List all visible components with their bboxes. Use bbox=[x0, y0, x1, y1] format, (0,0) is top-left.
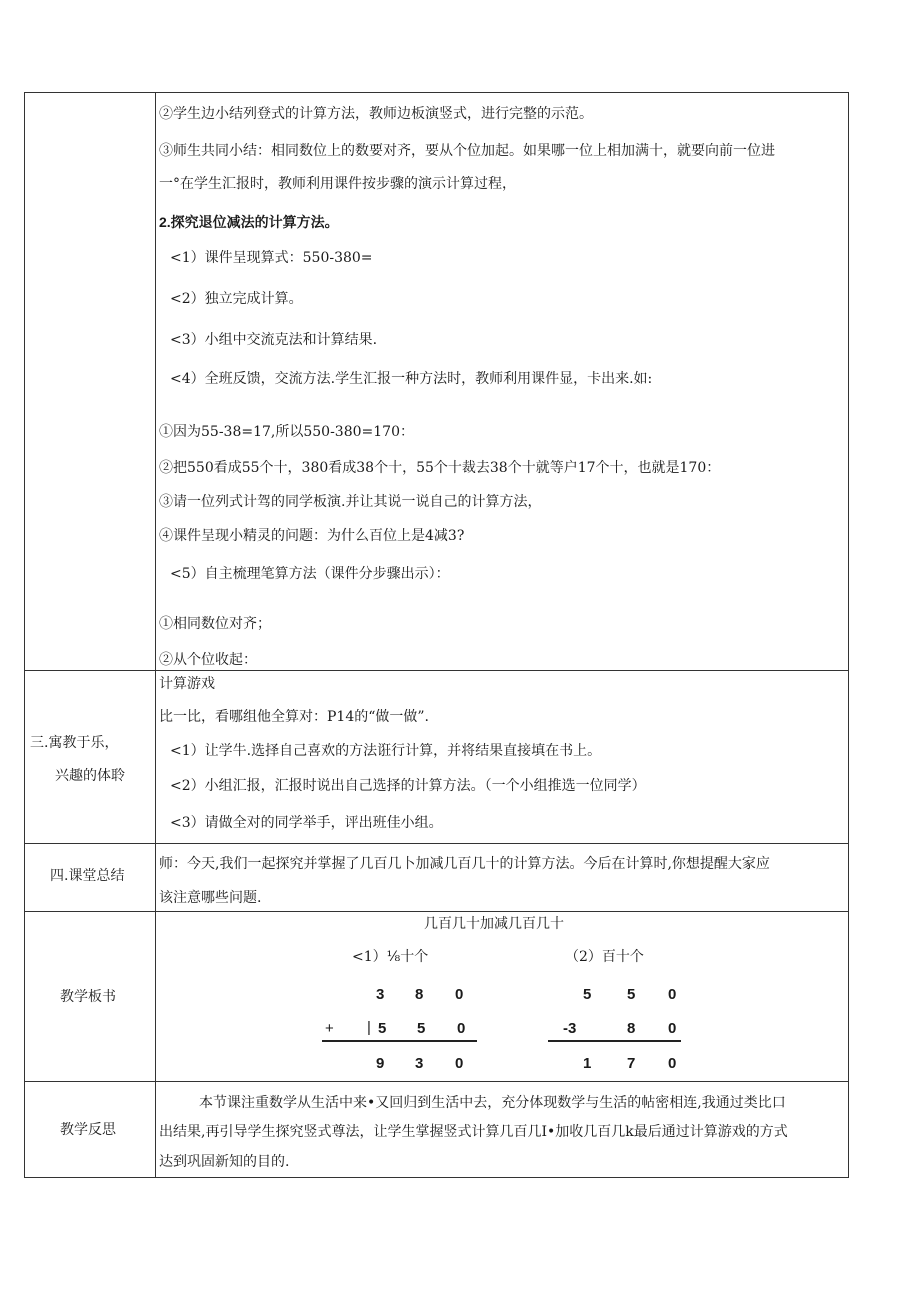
vertical-bar-mark: | bbox=[367, 1019, 371, 1036]
blackboard-title: 几百几十加减几百几十 bbox=[424, 916, 564, 932]
table-right-border bbox=[848, 92, 849, 1178]
digit-ones: 0 bbox=[455, 1055, 464, 1072]
digit-tens: 8 bbox=[627, 1020, 636, 1037]
digit-tens: 7 bbox=[627, 1055, 636, 1072]
difference-line bbox=[548, 1040, 681, 1042]
row-divider-1 bbox=[24, 670, 849, 671]
row-divider-3 bbox=[24, 911, 849, 912]
summary-line: 该注意哪些问题. bbox=[159, 890, 262, 906]
digit-hundreds: 5 bbox=[378, 1020, 387, 1037]
content-line: ④课件呈现小精灵的问题：为什么百位上是4减3? bbox=[159, 528, 465, 544]
section-heading: 2.探究退位减法的计算方法。 bbox=[159, 214, 339, 230]
digit-ones: 0 bbox=[455, 986, 464, 1003]
digit-tens: 5 bbox=[417, 1020, 426, 1037]
row-label-reflection: 教学反思 bbox=[60, 1122, 116, 1138]
reflection-line: 达到巩固新知的目的. bbox=[159, 1154, 290, 1170]
digit-hundreds: 5 bbox=[583, 986, 592, 1003]
content-line: <4）全班反馈，交流方法.学生汇报一种方法时，教师利用课件显，卡出来.如: bbox=[170, 371, 653, 387]
content-line: 计算游戏 bbox=[159, 676, 215, 692]
digit-tens: 3 bbox=[415, 1055, 424, 1072]
row-divider-2 bbox=[24, 843, 849, 844]
content-line: ①因为55-38=17,所以550-380=170： bbox=[159, 424, 414, 440]
digit-hundreds-with-minus: -3 bbox=[563, 1020, 577, 1037]
content-line: ③师生共同小结：相同数位上的数要对齐，要从个位加起。如果哪一位上相加满十，就要向前一位进 bbox=[159, 143, 775, 159]
content-line: <1）课件呈现算式：550-380= bbox=[170, 250, 373, 266]
table-top-border bbox=[24, 92, 849, 93]
row-label-blackboard: 教学板书 bbox=[60, 989, 116, 1005]
reflection-line: 本节课注重数学从生活中来•又回归到生活中去，充分体现数学与生活的帖密相连,我通过类比口 bbox=[199, 1095, 786, 1111]
table-left-border bbox=[24, 92, 25, 1178]
content-line: <5）自主梳理笔算方法（课件分步骤出示）： bbox=[170, 566, 450, 582]
reflection-line: 出结果,再引导学生探究竖式尊法，让学生掌握竖式计算几百几I•加收几百几k最后通过计算游戏的方式 bbox=[159, 1124, 788, 1140]
digit-hundreds: 1 bbox=[583, 1055, 592, 1072]
row-divider-4 bbox=[24, 1081, 849, 1082]
content-line: 一°在学生汇报时，教师利用课件按步骤的演示计算过程， bbox=[159, 176, 516, 192]
sum-line bbox=[322, 1040, 477, 1042]
content-line: ③请一位列式计驾的同学板演.并让其说一说自己的计算方法， bbox=[159, 494, 542, 510]
content-line: <3）小组中交流克法和计算结果. bbox=[170, 332, 378, 348]
content-line: ②从个位收起： bbox=[159, 652, 257, 668]
digit-tens: 5 bbox=[627, 986, 636, 1003]
digit-ones: 0 bbox=[457, 1020, 466, 1037]
content-line: ①相同数位对齐； bbox=[159, 616, 271, 632]
digit-tens: 8 bbox=[415, 986, 424, 1003]
table-column-divider bbox=[155, 92, 156, 1178]
content-line: <2）独立完成计算。 bbox=[170, 291, 303, 307]
table-bottom-border bbox=[24, 1177, 849, 1178]
content-line: <3）请做全对的同学举手，评出班佳小组。 bbox=[170, 815, 443, 831]
digit-ones: 0 bbox=[668, 1020, 677, 1037]
problem-heading: （2）百十个 bbox=[565, 949, 644, 965]
plus-sign: + bbox=[325, 1020, 334, 1037]
content-line: 比一比，看哪组他全算对：P14的“做一做”. bbox=[159, 709, 429, 725]
digit-hundreds: 9 bbox=[376, 1055, 385, 1072]
row-label-summary: 四.课堂总结 bbox=[50, 868, 125, 884]
summary-line: 师：今天,我们一起探究并掌握了几百几卜加减几百几十的计算方法。今后在计算时,你想提醒大家应 bbox=[159, 856, 770, 872]
digit-hundreds: 3 bbox=[376, 986, 385, 1003]
content-line: <2）小组汇报，汇报时说出自己选择的计算方法。（一个小组推选一位同学） bbox=[170, 778, 646, 794]
content-line: <1）让学牛.选择自己喜欢的方法诳行计算，并将结果直接填在书上。 bbox=[170, 743, 602, 759]
row-label-game-line2: 兴趣的体聆 bbox=[55, 768, 125, 784]
digit-ones: 0 bbox=[668, 986, 677, 1003]
problem-heading: <1）⅛十个 bbox=[352, 949, 429, 965]
digit-ones: 0 bbox=[668, 1055, 677, 1072]
content-line: ②把550看成55个十，380看成38个十，55个十裁去38个十就等户17个十，也就是170： bbox=[159, 460, 721, 476]
row-label-game-line1: 三.寓教于乐， bbox=[30, 735, 119, 751]
content-line: ②学生边小结列登式的计算方法，教师边板演竖式，进行完整的示范。 bbox=[159, 106, 593, 122]
